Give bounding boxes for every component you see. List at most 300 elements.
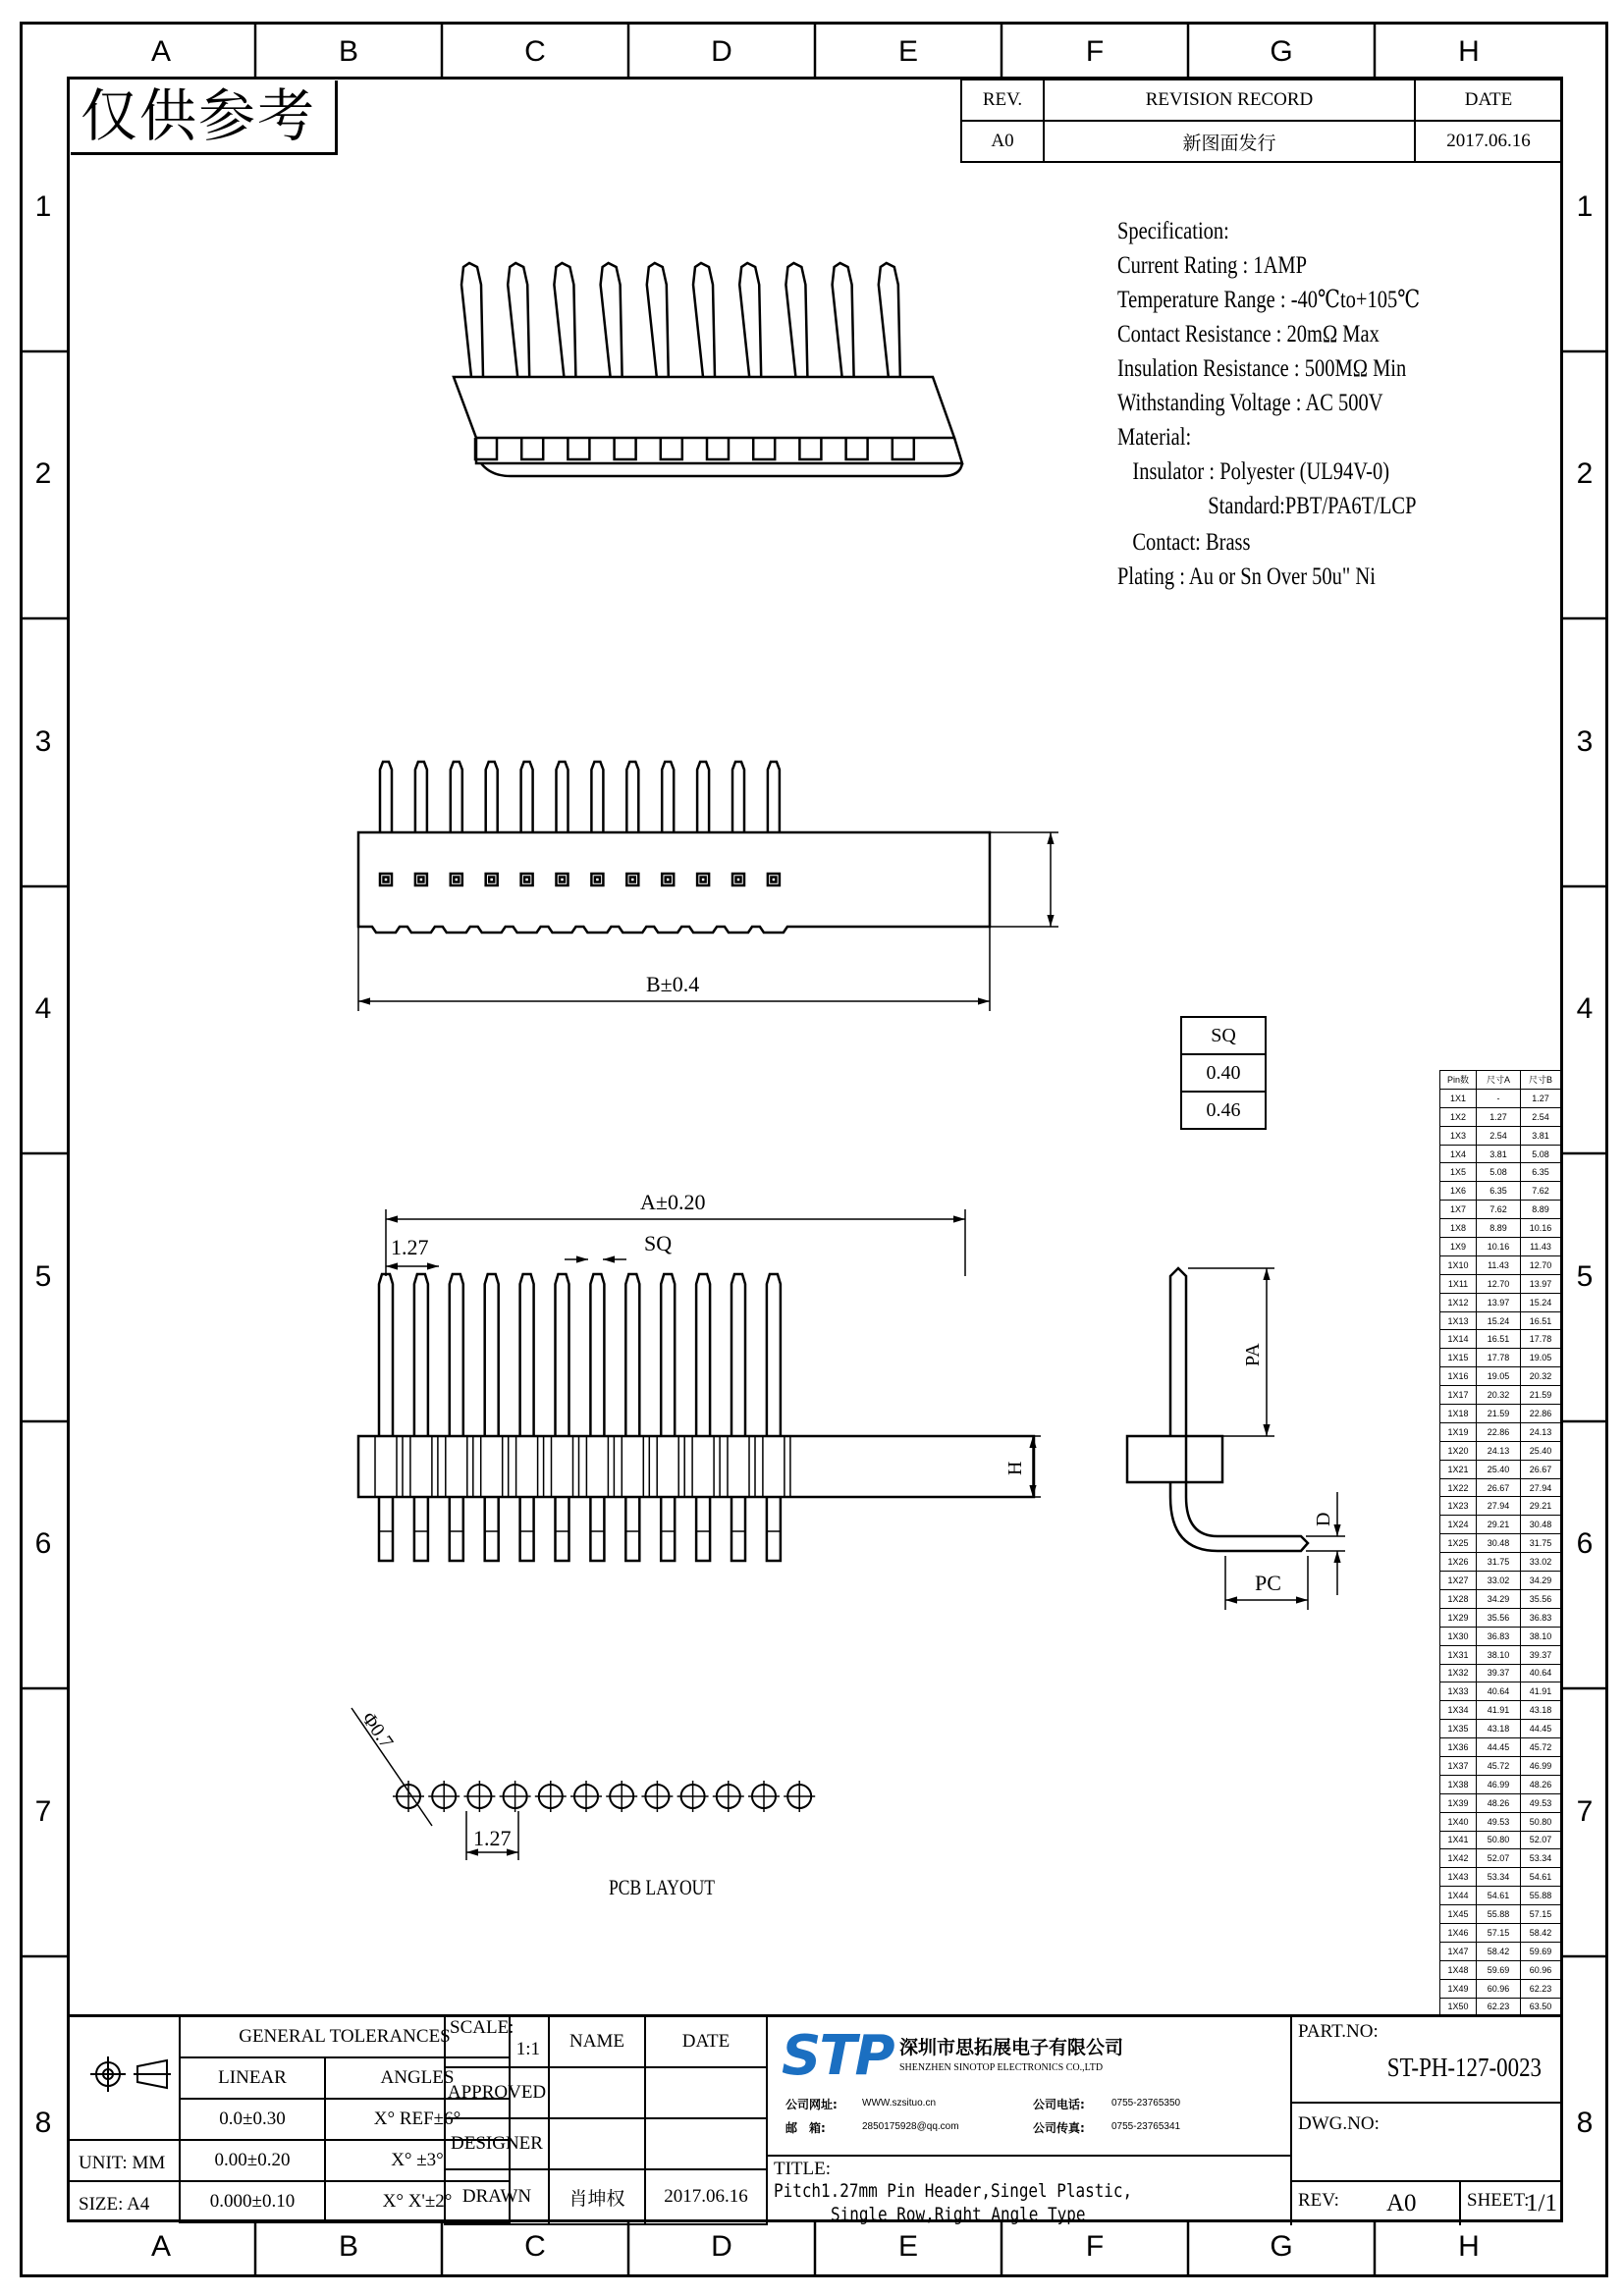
pin-count: 1X19 (1440, 1422, 1477, 1441)
side-pin-tail (414, 1497, 428, 1561)
pin-table-row (1440, 1960, 1561, 1979)
pin-count: 1X34 (1440, 1701, 1477, 1720)
dim-b-value: 11.43 (1521, 1238, 1561, 1256)
pin-table-row (1440, 1405, 1561, 1423)
dwg-no-section (1290, 2104, 1563, 2182)
dim-a-value: 17.78 (1477, 1349, 1521, 1367)
pin-table-row (1440, 1923, 1561, 1942)
front-pin (591, 762, 603, 832)
dim-b-value: 34.29 (1521, 1572, 1561, 1590)
dim-a-value: 24.13 (1477, 1441, 1521, 1460)
pin-count: 1X27 (1440, 1572, 1477, 1590)
iso-pin (508, 263, 529, 377)
pin-table-row (1440, 1645, 1561, 1664)
dim-b-value: 29.21 (1521, 1497, 1561, 1516)
dim-b-value: 53.34 (1521, 1849, 1561, 1868)
zone-row-7: 7 (34, 1795, 52, 1828)
pin-table-row (1440, 1942, 1561, 1960)
front-pin-square-inner (418, 878, 423, 882)
dim-a-value: 43.18 (1477, 1720, 1521, 1738)
sheet-value: 1/1 (1526, 2190, 1557, 2216)
pin-count: 1X49 (1440, 1979, 1477, 1998)
pin-table-row (1440, 1979, 1561, 1998)
dim-b-value: 15.24 (1521, 1293, 1561, 1311)
title-label: TITLE: (774, 2159, 832, 2179)
dim-a-value: 16.51 (1477, 1330, 1521, 1349)
dim-b-value: 19.05 (1521, 1349, 1561, 1367)
title-section (766, 2155, 1292, 2225)
dim-b-value: 58.42 (1521, 1923, 1561, 1942)
dim-b-value: 46.99 (1521, 1756, 1561, 1775)
dim-b-value: 39.37 (1521, 1645, 1561, 1664)
scale-label: SCALE: (450, 2017, 514, 2038)
revision-date: 2017.06.16 (1415, 121, 1562, 162)
iso-pin (739, 263, 761, 377)
dim-a-value: - (1477, 1089, 1521, 1107)
dim-pitch: 1.27 (391, 1235, 429, 1259)
dim-a-value: 5.08 (1477, 1163, 1521, 1182)
dim-b-value: 38.10 (1521, 1627, 1561, 1645)
dim-b-value: 59.69 (1521, 1942, 1561, 1960)
dim-b-value: 63.50 (1521, 1998, 1561, 2016)
pin-count: 1X47 (1440, 1942, 1477, 1960)
dim-a-value: 3.81 (1477, 1145, 1521, 1163)
general-tolerances: GENERAL TOLERANCES (180, 2016, 510, 2057)
zone-col-h-bottom: H (1458, 2230, 1480, 2263)
pin-table-row (1440, 1553, 1561, 1572)
side-pin (379, 1274, 393, 1436)
zone-col-a: A (150, 35, 171, 68)
side-view (358, 1209, 1041, 1561)
pin-count: 1X2 (1440, 1107, 1477, 1126)
side-pin-tail (696, 1497, 710, 1561)
dim-b-value: 21.59 (1521, 1386, 1561, 1405)
zone-row-3: 3 (34, 725, 52, 758)
revision-record-header: REVISION RECORD (1044, 80, 1415, 121)
dim-a-value: 57.15 (1477, 1923, 1521, 1942)
tol-linear-2: 0.00±0.20 (180, 2140, 325, 2181)
pin-table-row (1440, 1238, 1561, 1256)
zone-row-1-right: 1 (1576, 190, 1594, 223)
pin-count: 1X39 (1440, 1793, 1477, 1812)
dim-a-value: 30.48 (1477, 1534, 1521, 1553)
iso-pin-foot (568, 438, 589, 459)
phone: 0755-23765350 (1111, 2098, 1181, 2109)
front-pin-square-inner (630, 878, 635, 882)
zone-row-3-right: 3 (1576, 725, 1594, 758)
dim-b-value: 60.96 (1521, 1960, 1561, 1979)
dim-b-value: 16.51 (1521, 1311, 1561, 1330)
zone-col-h: H (1458, 35, 1480, 68)
angles-header: ANGLES (325, 2057, 510, 2099)
iso-pin-foot (521, 438, 543, 459)
tol-linear-3: 0.000±0.10 (180, 2181, 325, 2222)
zone-col-d-bottom: D (711, 2230, 732, 2263)
dim-pcb-pitch: 1.27 (473, 1826, 512, 1850)
dim-b-value: 40.64 (1521, 1664, 1561, 1682)
spec-plating: Plating : Au or Sn Over 50u" Ni (1117, 563, 1376, 590)
dim-h: H (1004, 1461, 1026, 1475)
part-number-section (1290, 2015, 1563, 2104)
rev-header: REV. (961, 80, 1044, 121)
pin-table-row (1440, 1756, 1561, 1775)
pin-table-row (1440, 1422, 1561, 1441)
scale-cell (445, 2016, 549, 2067)
drawn-date: 2017.06.16 (645, 2169, 767, 2224)
spec-temperature: Temperature Range : -40℃to+105℃ (1117, 287, 1421, 313)
zone-col-c-bottom: C (524, 2230, 546, 2263)
pin-count: 1X25 (1440, 1534, 1477, 1553)
pin-count: 1X48 (1440, 1960, 1477, 1979)
pin-count: 1X12 (1440, 1293, 1477, 1311)
designer-date (645, 2118, 767, 2169)
pin-count: 1X31 (1440, 1645, 1477, 1664)
zone-col-f-bottom: F (1085, 2230, 1105, 2263)
pin-count: 1X22 (1440, 1478, 1477, 1497)
side-pin-tail (379, 1497, 393, 1561)
iso-pin-foot (615, 438, 636, 459)
zone-row-7-right: 7 (1576, 1795, 1594, 1828)
pin-count: 1X26 (1440, 1553, 1477, 1572)
zone-row-6-right: 6 (1576, 1527, 1594, 1560)
front-pin-square-inner (666, 878, 671, 882)
pin-count: 1X23 (1440, 1497, 1477, 1516)
dim-pc: PC (1255, 1571, 1281, 1595)
iso-pin (879, 263, 900, 377)
zone-row-2-right: 2 (1576, 457, 1594, 490)
pin-table-row (1440, 1627, 1561, 1645)
pin-count: 1X38 (1440, 1775, 1477, 1793)
dim-a-value: 12.70 (1477, 1274, 1521, 1293)
front-pin-square (732, 874, 744, 885)
dim-b-value: 20.32 (1521, 1367, 1561, 1386)
dim-a-value: 25.40 (1477, 1460, 1521, 1478)
approval-table (444, 2015, 768, 2225)
dim-b-value: 62.23 (1521, 1979, 1561, 1998)
designer-name (549, 2118, 645, 2169)
side-pin-tail (767, 1497, 781, 1561)
front-pin (626, 762, 638, 832)
iso-pin-foot (893, 438, 914, 459)
pin-table-row (1440, 1887, 1561, 1905)
side-pin (520, 1274, 534, 1436)
pin-table-row (1440, 1905, 1561, 1924)
side-pin (450, 1274, 463, 1436)
size-divider (67, 2180, 181, 2182)
iso-pin (785, 263, 807, 377)
dwg-no-label: DWG.NO: (1298, 2113, 1380, 2134)
zone-col-g: G (1270, 35, 1293, 68)
pin-count: 1X16 (1440, 1367, 1477, 1386)
pin-count: 1X30 (1440, 1627, 1477, 1645)
zone-row-5: 5 (34, 1260, 52, 1293)
pin-table-row (1440, 1831, 1561, 1849)
part-number: ST-PH-127-0023 (1386, 2053, 1542, 2082)
front-pin-square-inner (384, 878, 389, 882)
iso-pin-foot (707, 438, 729, 459)
front-view (358, 762, 1058, 1011)
pin-table-row (1440, 1701, 1561, 1720)
pin-count: 1X36 (1440, 1738, 1477, 1757)
approved-label: APPROVED (445, 2067, 549, 2118)
pin-count: 1X4 (1440, 1145, 1477, 1163)
phone-label: 公司电话: (1033, 2098, 1085, 2111)
title-block (67, 2014, 1563, 2225)
dim-a-value: 10.16 (1477, 1238, 1521, 1256)
pin-count: 1X18 (1440, 1405, 1477, 1423)
front-pin (380, 762, 392, 832)
front-pin-square (521, 874, 533, 885)
dim-a-value: 40.64 (1477, 1682, 1521, 1701)
dim-a-value: 21.59 (1477, 1405, 1521, 1423)
front-pin (415, 762, 427, 832)
side-pin (767, 1274, 781, 1436)
dim-b-value: 36.83 (1521, 1608, 1561, 1627)
dim-a: A±0.20 (640, 1190, 706, 1214)
dim-a-value: 36.83 (1477, 1627, 1521, 1645)
pin-count: 1X40 (1440, 1812, 1477, 1831)
front-pin (521, 762, 533, 832)
spec-insulator: Insulator : Polyester (UL94V-0) (1117, 458, 1390, 485)
pin-count: 1X3 (1440, 1126, 1477, 1145)
pin-count: 1X11 (1440, 1274, 1477, 1293)
side-pin (590, 1274, 604, 1436)
pcb-layout (352, 1708, 815, 1860)
pin-count: 1X15 (1440, 1349, 1477, 1367)
pin-count: 1X37 (1440, 1756, 1477, 1775)
front-pin-square (380, 874, 392, 885)
front-pin-square-inner (701, 878, 706, 882)
pin-count: 1X50 (1440, 1998, 1477, 2016)
side-pin-tail (731, 1497, 745, 1561)
dim-a-value: 45.72 (1477, 1756, 1521, 1775)
company-name-en: SHENZHEN SINOTOP ELECTRONICS CO.,LTD (899, 2062, 1104, 2073)
zone-row-1: 1 (34, 190, 52, 223)
dim-b-value: 22.86 (1521, 1405, 1561, 1423)
dim-a-value: 52.07 (1477, 1849, 1521, 1868)
dim-a-value: 33.02 (1477, 1572, 1521, 1590)
rev-sheet-section (1290, 2180, 1563, 2225)
dim-b-value: 10.16 (1521, 1219, 1561, 1238)
pin-count: 1X13 (1440, 1311, 1477, 1330)
zone-col-e-bottom: E (897, 2230, 918, 2263)
dim-b-value: 1.27 (1521, 1089, 1561, 1107)
pin-count: 1X7 (1440, 1201, 1477, 1219)
email-label: 邮 箱: (785, 2121, 826, 2135)
dim-a-value: 59.69 (1477, 1960, 1521, 1979)
dim-b-value: 26.67 (1521, 1460, 1561, 1478)
dim-a-value: 49.53 (1477, 1812, 1521, 1831)
zone-row-4: 4 (34, 992, 52, 1025)
dim-a-value: 54.61 (1477, 1887, 1521, 1905)
pin-count: 1X5 (1440, 1163, 1477, 1182)
dim-b-value: 25.40 (1521, 1441, 1561, 1460)
pin-count: 1X1 (1440, 1089, 1477, 1107)
iso-pin-foot (661, 438, 682, 459)
dim-a-value: 62.23 (1477, 1998, 1521, 2016)
pin-table-row (1440, 1572, 1561, 1590)
dim-b-value: 41.91 (1521, 1682, 1561, 1701)
side-pin-tail (590, 1497, 604, 1561)
front-pin-square (415, 874, 427, 885)
website: WWW.szsituo.cn (862, 2098, 937, 2109)
dim-a-value: 50.80 (1477, 1831, 1521, 1849)
pin-count: 1X21 (1440, 1460, 1477, 1478)
pin-count: 1X32 (1440, 1664, 1477, 1682)
pin-table-row (1440, 1664, 1561, 1682)
dim-b-value: 45.72 (1521, 1738, 1561, 1757)
front-pin-square-inner (454, 878, 459, 882)
zone-col-e: E (897, 35, 918, 68)
spec-standard: Standard:PBT/PA6T/LCP (1117, 493, 1417, 519)
zone-col-c: C (524, 35, 546, 68)
sheet-divider (1459, 2180, 1461, 2225)
dim-b-value: 7.62 (1521, 1182, 1561, 1201)
front-pin-square-inner (771, 878, 776, 882)
pin-table-row (1440, 1497, 1561, 1516)
pin-table-row (1440, 1163, 1561, 1182)
zone-row-4-right: 4 (1576, 992, 1594, 1025)
pin-table-row (1440, 1145, 1561, 1163)
pin-table-row (1440, 1589, 1561, 1608)
pin-table-row (1440, 1849, 1561, 1868)
isometric-view (454, 263, 962, 476)
fax-label: 公司传真: (1033, 2121, 1085, 2135)
iso-pin-foot (799, 438, 821, 459)
dim-a-value: 7.62 (1477, 1201, 1521, 1219)
sheet-label: SHEET: (1467, 2190, 1530, 2211)
date-header-tb: DATE (645, 2016, 767, 2067)
iso-pin-foot (475, 438, 497, 459)
side-pin-tail (661, 1497, 675, 1561)
zone-col-d: D (711, 35, 732, 68)
title-line-2: Single Row,Right Angle Type (831, 2204, 1086, 2225)
front-pin-square (591, 874, 603, 885)
approved-name (549, 2067, 645, 2118)
front-pin (732, 762, 744, 832)
iso-pin (833, 263, 854, 377)
dim-b-value: 54.61 (1521, 1868, 1561, 1887)
dim-b-value: 13.97 (1521, 1274, 1561, 1293)
dim-b-value: 35.56 (1521, 1589, 1561, 1608)
front-pin (451, 762, 462, 832)
dim-b-value: 43.18 (1521, 1701, 1561, 1720)
sq-value-2: 0.46 (1181, 1092, 1266, 1129)
zone-row-2: 2 (34, 457, 52, 490)
side-pin (556, 1274, 569, 1436)
front-pin (697, 762, 709, 832)
pin-count: 1X46 (1440, 1923, 1477, 1942)
dim-a-value: 46.99 (1477, 1775, 1521, 1793)
dim-b-value: 17.78 (1521, 1330, 1561, 1349)
dim-b-value: 31.75 (1521, 1534, 1561, 1553)
spec-contact-resistance: Contact Resistance : 20mΩ Max (1117, 321, 1380, 347)
pin-table-row (1440, 1089, 1561, 1107)
dim-pa: PA (1242, 1343, 1264, 1366)
dim-a-value: 41.91 (1477, 1701, 1521, 1720)
front-pin-square (557, 874, 568, 885)
zone-col-b: B (338, 35, 358, 68)
dim-a-value: 31.75 (1477, 1553, 1521, 1572)
front-pin (557, 762, 568, 832)
pin-header-a: 尺寸A (1477, 1071, 1521, 1090)
drawn-label: DRAWN (445, 2169, 549, 2224)
pin-table-row (1440, 1386, 1561, 1405)
spec-voltage: Withstanding Voltage : AC 500V (1117, 390, 1383, 416)
pin-count: 1X42 (1440, 1849, 1477, 1868)
dim-a-value: 39.37 (1477, 1664, 1521, 1682)
zone-row-5-right: 5 (1576, 1260, 1594, 1293)
side-pin (414, 1274, 428, 1436)
dim-a-value: 8.89 (1477, 1219, 1521, 1238)
dim-a-value: 53.34 (1477, 1868, 1521, 1887)
profile-view (1127, 1268, 1345, 1610)
pin-table-row (1440, 1330, 1561, 1349)
unit-divider (67, 2139, 181, 2141)
spec-material: Material: (1117, 424, 1192, 451)
pin-table-row (1440, 1516, 1561, 1534)
pin-table-row (1440, 1868, 1561, 1887)
name-header: NAME (549, 2016, 645, 2067)
dim-b-value: 33.02 (1521, 1553, 1561, 1572)
tol-angle-3: X° X'±2° (325, 2181, 510, 2222)
pin-count: 1X9 (1440, 1238, 1477, 1256)
stamp-text: 仅供参考 (81, 82, 317, 149)
dim-b-value: 49.53 (1521, 1793, 1561, 1812)
email: 2850175928@qq.com (862, 2121, 959, 2132)
dim-b-value: 57.15 (1521, 1905, 1561, 1924)
front-pin (768, 762, 780, 832)
pin-table-row (1440, 1478, 1561, 1497)
pin-table-row (1440, 1738, 1561, 1757)
pin-table-row (1440, 1182, 1561, 1201)
zone-col-b-bottom: B (338, 2230, 358, 2263)
dim-a-value: 2.54 (1477, 1126, 1521, 1145)
side-pin (731, 1274, 745, 1436)
dim-a-value: 34.29 (1477, 1589, 1521, 1608)
spec-title: Specification: (1117, 218, 1229, 244)
front-pin (486, 762, 498, 832)
dim-a-value: 19.05 (1477, 1367, 1521, 1386)
dim-b-value: 12.70 (1521, 1255, 1561, 1274)
pin-count: 1X24 (1440, 1516, 1477, 1534)
dim-b-value: 48.26 (1521, 1775, 1561, 1793)
fax: 0755-23765341 (1111, 2121, 1181, 2132)
dim-a-value: 6.35 (1477, 1182, 1521, 1201)
pin-header-count: Pin数 (1440, 1071, 1477, 1090)
pin-table-row (1440, 1126, 1561, 1145)
dim-a-value: 1.27 (1477, 1107, 1521, 1126)
dim-b-value: 30.48 (1521, 1516, 1561, 1534)
front-pin (662, 762, 674, 832)
pin-table-row (1440, 1812, 1561, 1831)
dim-a-value: 22.86 (1477, 1422, 1521, 1441)
front-pin-square-inner (736, 878, 741, 882)
dim-a-value: 27.94 (1477, 1497, 1521, 1516)
company-logo: STP (782, 2024, 893, 2088)
pin-table-row (1440, 1775, 1561, 1793)
pin-count: 1X44 (1440, 1887, 1477, 1905)
rev-label: REV: (1298, 2190, 1339, 2211)
side-pin-tail (625, 1497, 639, 1561)
pin-count: 1X41 (1440, 1831, 1477, 1849)
website-label: 公司网址: (785, 2098, 838, 2111)
side-pin-tail (556, 1497, 569, 1561)
front-pin-square (486, 874, 498, 885)
pin-count: 1X20 (1440, 1441, 1477, 1460)
dim-b-value: 50.80 (1521, 1812, 1561, 1831)
front-pin-square (662, 874, 674, 885)
